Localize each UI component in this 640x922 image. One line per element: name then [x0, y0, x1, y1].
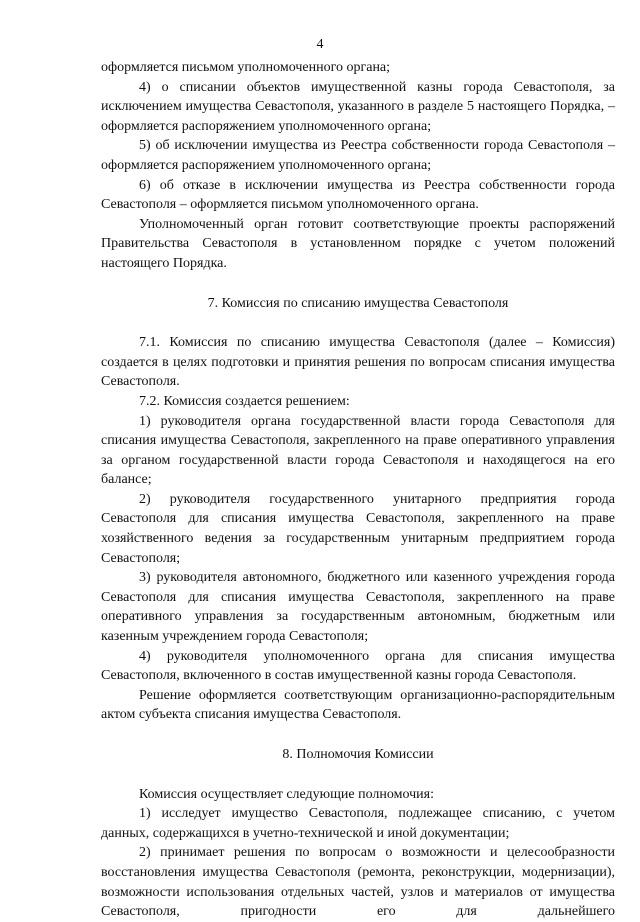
section-heading-8: 8. Полномочия Комиссии — [282, 747, 434, 762]
paragraph: 5) об исключении имущества из Реестра собственности города Севастополя – оформляется распоряжением уполномоченного органа; — [101, 138, 615, 173]
paragraph: 1) исследует имущество Севастополя, подлежащее списанию, с учетом данных, содержащихся в учетно-технической и иной документации; — [101, 806, 615, 841]
paragraph: 7.1. Комиссия по списанию имущества Севастополя (далее – Комиссия) создается в целях подготовки и принятия решения по вопросам списания имущества Севастополя. — [101, 335, 615, 390]
paragraph: 2) принимает решения по вопросам о возможности и целесообразности восстановления имущества Севастополя (ремонта, реконструкции, модернизации), возможности использования отдельных частей, узлов и материалов от имущества Севастополя, пригодности его для дальнейшего — [101, 845, 615, 920]
paragraph: Комиссия осуществляет следующие полномочия: — [139, 786, 434, 802]
section-heading-7: 7. Комиссия по списанию имущества Севастополя — [207, 295, 509, 311]
document-body — [101, 58, 615, 922]
paragraph: 3) руководителя автономного, бюджетного или казенного учреждения города Севастополя для списания имущества Севастополя, закрепленного на праве оперативного управления за государственным автономным, бюджетным или казенным учреждением города Севастополя; — [101, 570, 615, 645]
paragraph: 4) руководителя уполномоченного органа для списания имущества Севастополя, включенного в состав имущественной казны города Севастополя. — [101, 648, 615, 684]
paragraph: оформляется письмом уполномоченного органа; — [101, 60, 391, 75]
paragraph: 1) руководителя органа государственной власти города Севастополя для списания имущества Севастополя, закрепленного на праве оперативного управления за органом государственной власти города Севастополя и находящегося на его балансе; — [101, 413, 615, 488]
paragraph: Решение оформляется соответствующим организационно-распорядительным актом субъекта списания имущества Севастополя. — [101, 687, 615, 723]
paragraph: 2) руководителя государственного унитарного предприятия города Севастополя для списания имущества Севастополя, закрепленного на праве хозяйственного ведения за государственным унитарным предприятием города Севастополя; — [101, 491, 615, 566]
paragraph: 6) об отказе в исключении имущества из Реестра собственности города Севастополя – оформляется письмом уполномоченного органа. — [101, 177, 615, 213]
paragraph: Уполномоченный орган готовит соответствующие проекты распоряжений Правительства Севастополя в установленном порядке с учетом положений настоящего Порядка. — [101, 216, 615, 271]
paragraph: 7.2. Комиссия создается решением: — [139, 393, 350, 409]
paragraph: 4) о списании объектов имущественной казны города Севастополя, за исключением имущества Севастополя, указанного в разделе 5 настоящего Порядка, – оформляется распоряжением уполномоченного органа; — [101, 79, 615, 134]
page-number: 4 — [316, 37, 324, 52]
